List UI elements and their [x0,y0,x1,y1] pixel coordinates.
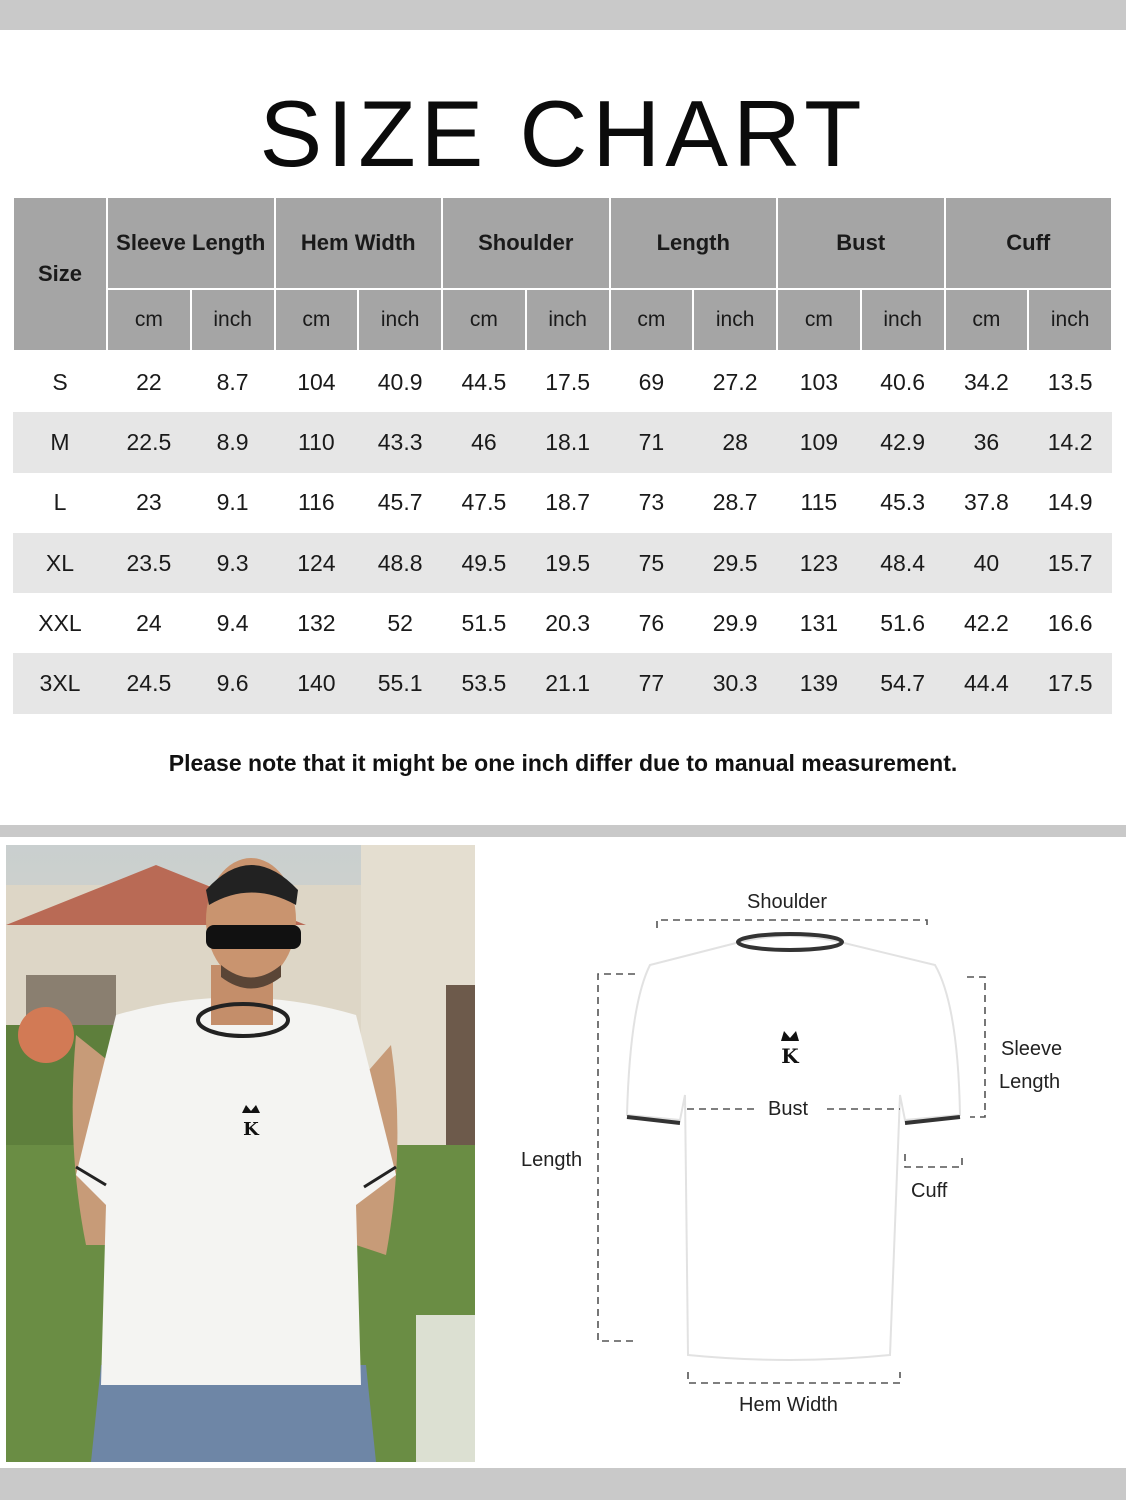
value-cell: 9.4 [216,609,249,636]
table-row [13,653,1112,713]
unit-header: inch [1028,289,1112,351]
size-cell: XL [13,533,107,593]
value-cell: 8.9 [191,412,275,472]
table-row [13,593,1112,653]
table-row [13,473,1112,533]
value-cell: 28 [693,412,777,472]
value-cell: 28.7 [712,489,758,516]
label-bust: Bust [768,1098,809,1120]
value-cell: 139 [777,653,861,713]
value-cell: 24 [136,609,162,636]
value-cell: 20.3 [545,609,590,636]
value-cell: 8.7 [216,368,249,395]
value-cell: 53.5 [442,653,526,713]
unit-header: inch [358,289,442,351]
value-cell: 36 [945,412,1029,472]
unit-header: inch [191,289,275,351]
size-table [12,196,1113,714]
value-cell: 19.5 [526,533,610,593]
value-cell: 49.5 [442,533,526,593]
group-header: Cuff [945,197,1113,289]
group-header: Length [610,197,778,289]
value-cell: 13.5 [1047,368,1093,395]
unit-header: cm [107,289,191,351]
value-cell: 22.5 [107,412,191,472]
value-cell: 40.6 [880,368,925,395]
value-cell: 27.2 [712,368,758,395]
shirt-outline [627,936,960,1360]
page-title: SIZE CHART [259,81,867,186]
value-cell: 15.7 [1028,533,1112,593]
unit-header: cm [777,289,861,351]
size-table-body [13,351,1112,714]
value-cell: 45.7 [377,489,423,516]
unit-header: inch [526,289,610,351]
value-cell: 124 [275,533,359,593]
unit-header: cm [610,289,694,351]
sleeve-length-measure-line [967,977,985,1117]
value-cell: 14.9 [1047,489,1093,516]
divider-band [0,825,1126,837]
unit-header: inch [693,289,777,351]
value-cell: 51.6 [880,609,925,636]
value-cell: 48.4 [861,533,945,593]
photo-logo: K [243,1119,259,1140]
value-cell: 54.7 [861,653,945,713]
size-cell: XXL [38,609,82,636]
value-cell: 18.7 [545,489,590,516]
group-header-row [13,197,1112,289]
value-cell: 71 [610,412,694,472]
value-cell: 21.1 [526,653,610,713]
value-cell: 132 [297,609,336,636]
label-hem-width: Hem Width [739,1394,838,1416]
measurement-note: Please note that it might be one inch differ due to manual measurement. [168,750,958,776]
shirt-logo: K [781,1044,799,1068]
bottom-band [0,1468,1126,1500]
table-row [13,351,1112,412]
value-cell: 42.9 [861,412,945,472]
value-cell: 40.9 [377,368,423,395]
cuff-measure-line [905,1154,962,1167]
value-cell: 103 [799,368,839,395]
label-sleeve-length: Length [999,1071,1061,1093]
value-cell: 55.1 [358,653,442,713]
value-cell: 123 [777,533,861,593]
size-cell: 3XL [13,653,107,713]
value-cell: 40 [945,533,1029,593]
unit-header: cm [275,289,359,351]
label-sleeve: Sleeve [1001,1038,1063,1060]
value-cell: 29.5 [693,533,777,593]
label-length: Length [521,1149,583,1171]
unit-header: cm [945,289,1029,351]
value-cell: 109 [777,412,861,472]
label-cuff: Cuff [911,1180,948,1202]
value-cell: 73 [638,489,665,516]
size-cell: S [52,368,68,395]
value-cell: 43.3 [358,412,442,472]
value-cell: 9.3 [191,533,275,593]
size-cell: L [53,489,67,516]
value-cell: 29.9 [712,609,758,636]
value-cell: 17.5 [545,368,590,395]
value-cell: 46 [442,412,526,472]
top-band [0,0,1126,30]
value-cell: 24.5 [107,653,191,713]
value-cell: 44.5 [461,368,507,395]
unit-header-row [13,289,1112,351]
group-header: Hem Width [275,197,443,289]
table-row [13,533,1112,593]
unit-header: cm [442,289,526,351]
unit-header: inch [861,289,945,351]
value-cell: 75 [610,533,694,593]
value-cell: 47.5 [461,489,507,516]
value-cell: 104 [297,368,336,395]
value-cell: 110 [275,412,359,472]
value-cell: 22 [136,368,162,395]
size-cell: M [13,412,107,472]
value-cell: 14.2 [1028,412,1112,472]
hem-width-measure-line [688,1372,900,1383]
value-cell: 42.2 [963,609,1009,636]
model-photo [6,845,475,1462]
table-row [13,412,1112,472]
length-measure-line [598,974,635,1341]
value-cell: 52 [387,609,413,636]
group-header: Bust [777,197,945,289]
value-cell: 23 [136,489,162,516]
value-cell: 9.1 [216,489,249,516]
value-cell: 17.5 [1028,653,1112,713]
value-cell: 76 [638,609,665,636]
size-header: Size [13,197,107,351]
value-cell: 45.3 [880,489,925,516]
value-cell: 44.4 [945,653,1029,713]
measurement-diagram [480,845,1120,1462]
value-cell: 116 [298,489,335,516]
group-header: Shoulder [442,197,610,289]
value-cell: 131 [799,609,839,636]
value-cell: 16.6 [1047,609,1093,636]
label-shoulder: Shoulder [747,891,828,913]
value-cell: 37.8 [963,489,1009,516]
value-cell: 115 [800,489,838,516]
value-cell: 51.5 [461,609,507,636]
value-cell: 18.1 [526,412,610,472]
value-cell: 77 [610,653,694,713]
value-cell: 23.5 [107,533,191,593]
model-illustration [6,845,475,1462]
value-cell: 69 [638,368,665,395]
value-cell: 140 [275,653,359,713]
shoulder-measure-line [657,920,927,928]
value-cell: 30.3 [693,653,777,713]
value-cell: 9.6 [191,653,275,713]
value-cell: 48.8 [358,533,442,593]
group-header: Sleeve Length [107,197,275,289]
value-cell: 34.2 [963,368,1009,395]
